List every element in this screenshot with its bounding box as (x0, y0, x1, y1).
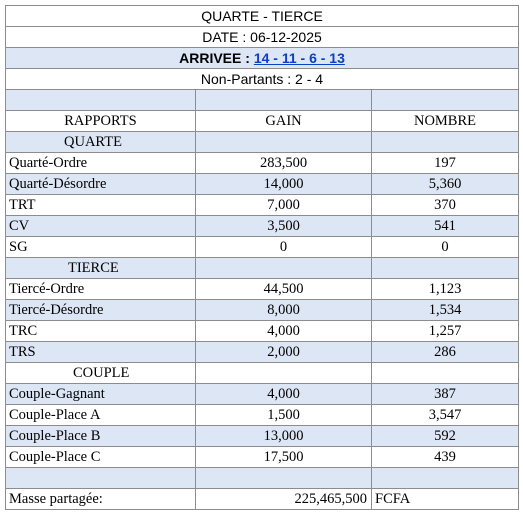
row-label: SG (6, 237, 196, 258)
row-label: CV (6, 216, 196, 237)
row-label: TRC (6, 321, 196, 342)
row-gain: 44,500 (196, 279, 372, 300)
masse-currency: FCFA (372, 489, 519, 510)
row-gain: 283,500 (196, 153, 372, 174)
row-label: Couple-Gagnant (6, 384, 196, 405)
spacer-row (6, 468, 519, 489)
row-gain: 8,000 (196, 300, 372, 321)
arrivee-row (6, 48, 519, 69)
row-gain: 4,000 (196, 321, 372, 342)
col-header-nombre: NOMBRE (372, 111, 519, 132)
row-label: Tiercé-Désordre (6, 300, 196, 321)
row-nombre: 1,123 (372, 279, 519, 300)
non-partants-row (6, 69, 519, 90)
masse-label: Masse partagée: (6, 489, 196, 510)
spacer-row (6, 90, 519, 111)
row-label: Couple-Place A (6, 405, 196, 426)
arrivee-label: ARRIVEE : (179, 50, 254, 66)
row-nombre: 197 (372, 153, 519, 174)
row-nombre: 3,547 (372, 405, 519, 426)
row-nombre: 439 (372, 447, 519, 468)
race-date: DATE : 06-12-2025 (6, 27, 519, 48)
table-row (6, 174, 519, 195)
row-nombre: 387 (372, 384, 519, 405)
row-gain: 2,000 (196, 342, 372, 363)
table-row (6, 384, 519, 405)
masse-value: 225,465,500 (196, 489, 372, 510)
table-row (6, 342, 519, 363)
masse-row (6, 489, 519, 510)
row-gain: 7,000 (196, 195, 372, 216)
results-table (5, 5, 519, 510)
row-gain: 14,000 (196, 174, 372, 195)
row-label: Quarté-Ordre (6, 153, 196, 174)
row-gain: 1,500 (196, 405, 372, 426)
table-row (6, 447, 519, 468)
results-sheet (5, 5, 518, 510)
page-title: QUARTE - TIERCE (6, 6, 519, 27)
section-title: COUPLE (6, 363, 196, 384)
row-nombre: 370 (372, 195, 519, 216)
row-gain: 0 (196, 237, 372, 258)
arrivee-numbers-link[interactable]: 14 - 11 - 6 - 13 (253, 50, 345, 66)
row-nombre: 1,257 (372, 321, 519, 342)
table-row (6, 153, 519, 174)
row-gain: 3,500 (196, 216, 372, 237)
row-nombre: 592 (372, 426, 519, 447)
row-gain: 13,000 (196, 426, 372, 447)
table-row (6, 426, 519, 447)
row-nombre: 5,360 (372, 174, 519, 195)
title-row (6, 6, 519, 27)
row-label: Quarté-Désordre (6, 174, 196, 195)
non-partants: Non-Partants : 2 - 4 (6, 69, 519, 90)
section-header-couple (6, 363, 519, 384)
date-row (6, 27, 519, 48)
row-label: Couple-Place C (6, 447, 196, 468)
row-label: Couple-Place B (6, 426, 196, 447)
arrivee-cell (6, 48, 519, 69)
row-nombre: 0 (372, 237, 519, 258)
row-gain: 17,500 (196, 447, 372, 468)
section-title: TIERCE (6, 258, 196, 279)
column-header-row (6, 111, 519, 132)
section-header-quarte (6, 132, 519, 153)
table-row (6, 216, 519, 237)
section-header-tierce (6, 258, 519, 279)
col-header-gain: GAIN (196, 111, 372, 132)
row-nombre: 1,534 (372, 300, 519, 321)
section-title: QUARTE (6, 132, 196, 153)
row-label: Tiercé-Ordre (6, 279, 196, 300)
row-nombre: 541 (372, 216, 519, 237)
row-label: TRT (6, 195, 196, 216)
table-row (6, 405, 519, 426)
table-row (6, 321, 519, 342)
row-label: TRS (6, 342, 196, 363)
col-header-rapports: RAPPORTS (6, 111, 196, 132)
table-row (6, 195, 519, 216)
table-row (6, 300, 519, 321)
row-gain: 4,000 (196, 384, 372, 405)
table-row (6, 279, 519, 300)
table-row (6, 237, 519, 258)
row-nombre: 286 (372, 342, 519, 363)
